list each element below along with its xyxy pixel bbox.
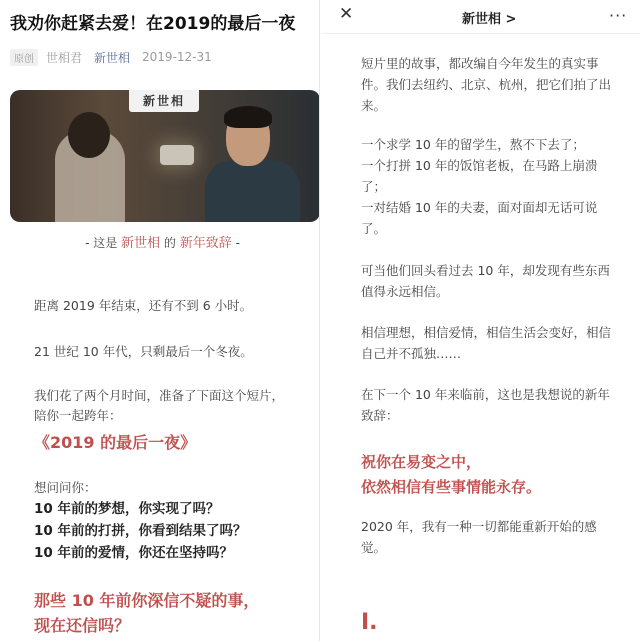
text-line: 一个求学 10 年的留学生，熬不下去了；: [361, 137, 585, 152]
ask-line: 想问问你：: [34, 480, 97, 495]
text-line: 2020 年，我有一种一切都能重新开始的感: [361, 519, 597, 534]
caption-prefix: - 这是: [85, 236, 118, 250]
close-icon[interactable]: ✕: [339, 4, 354, 24]
man-hair: [224, 106, 272, 128]
right-paragraph-6: [361, 516, 617, 558]
text-line: 可当他们回头看过去 10 年，却发现有些东西: [361, 263, 610, 278]
more-icon[interactable]: ···: [609, 6, 628, 25]
blessing-line-2: 依然相信有些事情能永存。: [361, 478, 542, 496]
film-title: 《2019 的最后一夜》: [34, 433, 197, 452]
right-paragraph-5: [361, 384, 617, 426]
account-name-link[interactable]: 新世相 >: [462, 12, 517, 27]
text-line: 了。: [361, 221, 387, 236]
text-line: 了；: [361, 179, 387, 194]
article-right-panel: [321, 0, 640, 641]
text-line: 短片里的故事，都改编自今年发生的真实事: [361, 56, 599, 71]
text-line: 觉。: [361, 540, 387, 555]
woman-head: [68, 112, 110, 158]
video-caption: [10, 232, 315, 251]
text-line: 自己并不孤独……: [361, 346, 462, 361]
caption-phrase: 新年致辞: [179, 236, 232, 251]
text-line: 一个打拼 10 年的饭馆老板，在马路上崩溃: [361, 158, 598, 173]
article-title: 我劝你赶紧去爱！在2019的最后一夜: [10, 14, 296, 34]
section-marker: I.: [361, 610, 378, 635]
right-paragraph-2: [361, 134, 617, 239]
right-paragraph-4: [361, 322, 617, 364]
caption-suffix: -: [235, 236, 240, 250]
text-line: 相信理想，相信爱情，相信生活会变好，相信: [361, 325, 612, 340]
question-1: 10 年前的梦想，你实现了吗？: [34, 501, 220, 517]
caption-mid: 的: [163, 236, 176, 250]
paragraph-1: 距离 2019 年结束，还有不到 6 小时。: [34, 298, 253, 313]
right-paragraph-1: [361, 53, 617, 116]
article-meta: [10, 48, 315, 66]
red-blessing: [361, 450, 621, 500]
text-line: 在下一个 10 年来临前，这也是我想说的新年: [361, 387, 610, 402]
man-figure: [205, 160, 300, 222]
question-3: 10 年前的爱情，你还在坚持吗？: [34, 545, 233, 561]
text-line: 值得永远相信。: [361, 284, 449, 299]
question-2: 10 年前的打拼，你看到结果了吗？: [34, 523, 247, 539]
blessing-line-1: 祝你在易变之中，: [361, 453, 482, 471]
caption-brand: 新世相: [121, 236, 161, 251]
video-banner: 新世相: [129, 90, 199, 112]
original-tag: 原创: [10, 49, 38, 66]
red-question-line-2: 现在还信吗？: [34, 616, 131, 635]
paragraph-3-line-1: 我们花了两个月时间，准备了下面这个短片，: [34, 388, 285, 403]
video-thumbnail[interactable]: [10, 90, 320, 222]
red-question-line-1: 那些 10 年前你深信不疑的事，: [34, 591, 260, 610]
paragraph-3-line-2: 陪你一起跨年：: [34, 408, 122, 423]
projector-lamp: [160, 145, 194, 165]
account-link[interactable]: 新世相: [94, 50, 131, 65]
publish-date: 2019-12-31: [142, 50, 212, 64]
top-bar: [321, 0, 640, 34]
text-line: 件。我们去纽约、北京、杭州，把它们拍了出: [361, 77, 612, 92]
text-line: 一对结婚 10 年的夫妻，面对面却无话可说: [361, 200, 598, 215]
text-line: 致辞：: [361, 408, 399, 423]
paragraph-2: 21 世纪 10 年代，只剩最后一个冬夜。: [34, 344, 253, 359]
text-line: 来。: [361, 98, 387, 113]
author-name: 世相君: [46, 50, 83, 65]
right-paragraph-3: [361, 260, 617, 302]
